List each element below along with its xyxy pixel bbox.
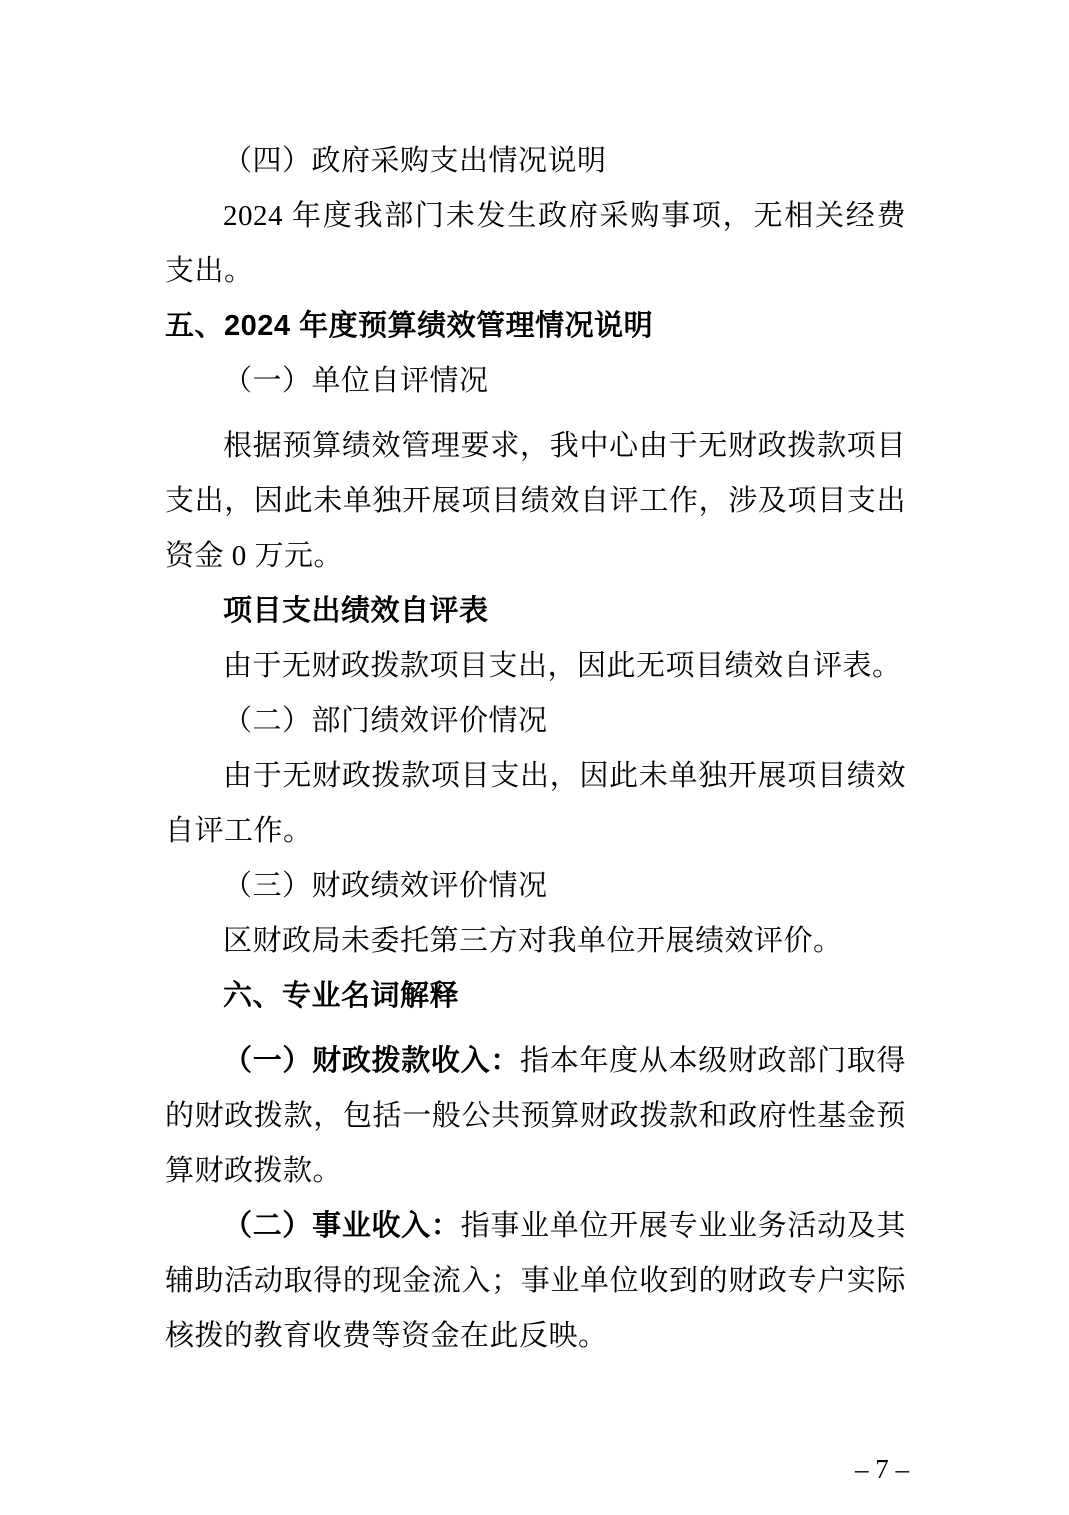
section-heading-6-terminology: 六、专业名词解释 (223, 980, 460, 1012)
section-subheading-fiscal-evaluation: （三）财政绩效评价情况 (223, 870, 548, 902)
paragraph-self-evaluation: 根据预算绩效管理要求，我中心由于无财政拨款项目支出，因此未单独开展项目绩效自评工作，涉及项目支出资金 0 万元。 (165, 430, 906, 572)
section-subheading-department-evaluation: （二）部门绩效评价情况 (223, 705, 548, 737)
section-subheading-self-evaluation: （一）单位自评情况 (223, 365, 489, 397)
paragraph-term-business-income (165, 1199, 906, 1364)
term-label-fiscal-appropriation: （一）财政拨款收入： (223, 1045, 521, 1077)
page-number: – 7 – (855, 1454, 909, 1484)
document-body (165, 134, 906, 1364)
paragraph-term-fiscal-appropriation (165, 1034, 906, 1199)
paragraph-department-evaluation: 由于无财政拨款项目支出，因此未单独开展项目绩效自评工作。 (165, 760, 906, 847)
section-subheading-gov-procurement: （四）政府采购支出情况说明 (223, 145, 607, 177)
term-definition-business-income: 指事业单位开展专业业务活动及其辅助活动取得的现金流入；事业单位收到的财政专户实际核拨的教育收费等资金在此反映。 (165, 1210, 906, 1352)
paragraph-no-performance-table: 由于无财政拨款项目支出，因此无项目绩效自评表。 (223, 650, 902, 682)
heading-project-performance-table: 项目支出绩效自评表 (223, 595, 489, 627)
section-heading-5-budget-performance: 五、2024 年度预算绩效管理情况说明 (165, 310, 654, 342)
paragraph-fiscal-evaluation: 区财政局未委托第三方对我单位开展绩效评价。 (223, 925, 843, 957)
term-definition-fiscal-appropriation: 指本年度从本级财政部门取得的财政拨款，包括一般公共预算财政拨款和政府性基金预算财政拨款。 (165, 1045, 906, 1187)
term-label-business-income: （二）事业收入： (223, 1210, 461, 1242)
paragraph-gov-procurement: 2024 年度我部门未发生政府采购事项，无相关经费支出。 (165, 200, 906, 287)
